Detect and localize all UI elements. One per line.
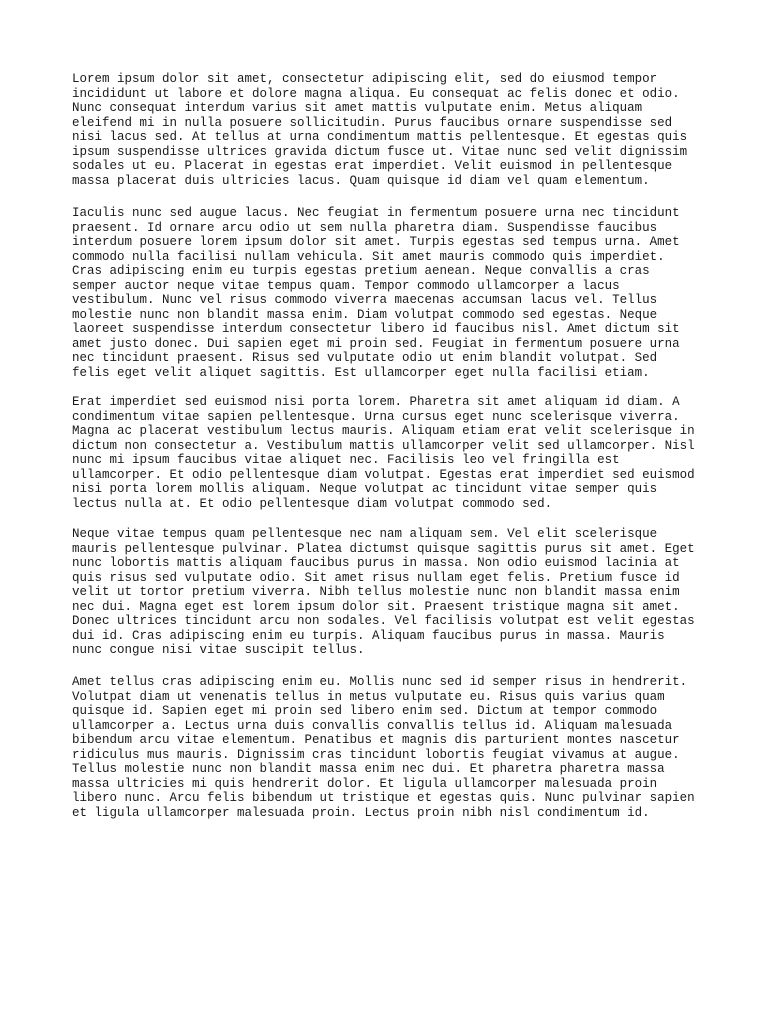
text-line: interdum posuere lorem ipsum dolor sit amet. Turpis egestas sed tempus urna. Amet <box>72 235 680 249</box>
text-line: lectus nulla at. Et odio pellentesque diam volutpat commodo sed. <box>72 496 553 511</box>
text-line: nunc lobortis mattis aliquam faucibus purus in massa. Non odio euismod lacinia at <box>72 556 680 570</box>
text-line: ullamcorper a. Lectus urna duis convallis convallis tellus id. Aliquam malesuada <box>72 718 673 733</box>
text-line: Cras adipiscing enim eu turpis egestas pretium aenean. Neque convallis a cras <box>72 264 650 278</box>
text-line: felis eget velit aliquet sagittis. Est ullamcorper eget nulla facilisi etiam. <box>72 365 650 380</box>
text-line: condimentum vitae sapien pellentesque. Urna cursus eget nunc scelerisque viverra. <box>72 409 680 424</box>
text-line: Nunc consequat interdum varius sit amet mattis vulputate enim. Metus aliquam <box>72 101 643 115</box>
text-line: massa placerat duis ultricies lacus. Quam quisque id diam vel quam elementum. <box>72 173 650 188</box>
text-line: nunc mi ipsum faucibus vitae aliquet nec. Facilisis leo vel fringilla est <box>72 453 620 467</box>
text-line: Tellus molestie nunc non blandit massa enim nec dui. Et pharetra pharetra massa <box>72 762 665 776</box>
text-line: dictum non consectetur a. Vestibulum mattis ullamcorper velit sed ullamcorper. Nisl <box>72 438 695 453</box>
text-line: et ligula ullamcorper malesuada proin. Lectus proin nibh nisl condimentum id. <box>72 805 650 820</box>
text-line: quis risus sed vulputate odio. Sit amet risus nullam eget felis. Pretium fusce id <box>72 570 680 585</box>
text-line: nec dui. Magna eget est lorem ipsum dolor sit. Praesent tristique magna sit amet. <box>72 599 680 614</box>
text-line: amet justo donec. Dui sapien eget mi proin sed. Feugiat in fermentum posuere urna <box>72 336 680 351</box>
text-line: semper auctor neque vitae tempus quam. Tempor commodo ullamcorper a lacus <box>72 278 620 293</box>
text-line: sodales ut eu. Placerat in egestas erat imperdiet. Velit euismod in pellentesque <box>72 159 673 173</box>
text-line: dui id. Cras adipiscing enim eu turpis. Aliquam faucibus purus in massa. Mauris <box>72 628 665 643</box>
text-line: praesent. Id ornare arcu odio ut sem nulla pharetra diam. Suspendisse faucibus <box>72 220 658 235</box>
text-line: Neque vitae tempus quam pellentesque nec nam aliquam sem. Vel elit scelerisque <box>72 527 658 541</box>
text-line: velit ut tortor pretium viverra. Nibh tellus molestie nunc non blandit massa enim <box>72 585 680 599</box>
text-line: Volutpat diam ut venenatis tellus in metus vulputate eu. Risus quis varius quam <box>72 689 665 704</box>
text-line: Erat imperdiet sed euismod nisi porta lorem. Pharetra sit amet aliquam id diam. A <box>72 395 680 409</box>
paragraph-4 <box>72 527 695 658</box>
text-line: quisque id. Sapien eget mi proin sed libero enim sed. Dictum at tempor commodo <box>72 704 658 718</box>
text-line: nunc congue nisi vitae suscipit tellus. <box>72 643 365 657</box>
text-line: molestie nunc non blandit massa enim. Diam volutpat commodo sed egestas. Neque <box>72 307 658 322</box>
text-line: laoreet suspendisse interdum consectetur libero id faucibus nisl. Amet dictum sit <box>72 322 680 336</box>
text-line: libero nunc. Arcu felis bibendum ut tristique et egestas quis. Nunc pulvinar sapien <box>72 791 695 805</box>
text-line: eleifend mi in nulla posuere sollicitudin. Purus faucibus ornare suspendisse sed <box>72 115 673 130</box>
text-line: nec tincidunt praesent. Risus sed vulputate odio ut enim blandit volutpat. Sed <box>72 351 658 365</box>
text-line: Donec ultrices tincidunt arcu non sodales. Vel facilisis volutpat est velit egestas <box>72 614 695 628</box>
text-line: Lorem ipsum dolor sit amet, consectetur adipiscing elit, sed do eiusmod tempor <box>72 72 658 86</box>
paragraph-3 <box>72 395 695 511</box>
text-line: ridiculus mus mauris. Dignissim cras tincidunt lobortis feugiat vivamus at augue. <box>72 747 680 762</box>
text-line: vestibulum. Nunc vel risus commodo viverra maecenas accumsan lacus vel. Tellus <box>72 293 658 307</box>
text-line: mauris pellentesque pulvinar. Platea dictumst quisque sagittis purus sit amet. Eget <box>72 541 695 556</box>
text-line: incididunt ut labore et dolore magna aliqua. Eu consequat ac felis donec et odio. <box>72 86 680 101</box>
text-line: nisi porta lorem mollis aliquam. Neque volutpat ac tincidunt vitae semper quis <box>72 482 658 496</box>
text-line: ipsum suspendisse ultrices gravida dictum fusce ut. Vitae nunc sed velit dignissim <box>72 144 688 159</box>
paragraph-2 <box>72 206 680 380</box>
text-line: ullamcorper. Et odio pellentesque diam volutpat. Egestas erat imperdiet sed euismod <box>72 467 695 482</box>
text-line: Amet tellus cras adipiscing enim eu. Mollis nunc sed id semper risus in hendrerit. <box>72 675 688 689</box>
text-line: nisi lacus sed. At tellus at urna condimentum mattis pellentesque. Et egestas quis <box>72 130 688 144</box>
text-line: massa ultricies mi quis hendrerit dolor. Et ligula ullamcorper malesuada proin <box>72 776 658 791</box>
text-line: bibendum arcu vitae elementum. Penatibus et magnis dis parturient montes nascetur <box>72 733 680 747</box>
paragraph-1 <box>72 72 687 188</box>
paragraph-5 <box>72 675 695 820</box>
text-line: Iaculis nunc sed augue lacus. Nec feugiat in fermentum posuere urna nec tincidunt <box>72 206 680 220</box>
text-line: commodo nulla facilisi nullam vehicula. Sit amet mauris commodo quis imperdiet. <box>72 249 665 264</box>
text-line: Magna ac placerat vestibulum lectus mauris. Aliquam etiam erat velit scelerisque in <box>72 424 695 438</box>
